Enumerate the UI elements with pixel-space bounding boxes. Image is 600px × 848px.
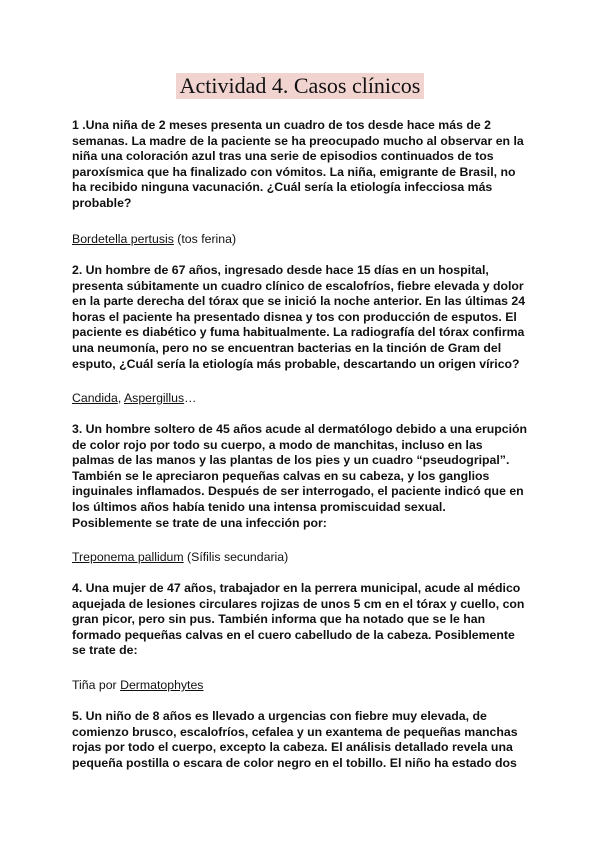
case-1-answer-suffix: (tos ferina) bbox=[173, 232, 237, 246]
case-1-answer-term: Bordetella pertusis bbox=[72, 232, 174, 246]
case-2-answer bbox=[72, 391, 528, 407]
case-2-answer-separator: , bbox=[117, 391, 124, 405]
page-title bbox=[0, 72, 600, 100]
case-4-answer-prefix: Tiña por bbox=[72, 678, 121, 692]
case-4-answer-term: Dermatophytes bbox=[120, 678, 204, 692]
case-3-answer-term: Treponema pallidum bbox=[72, 550, 184, 564]
case-5-question: 5. Un niño de 8 años es llevado a urgencias con fiebre muy elevada, de comienzo brusco, escalofríos, cefalea y un exantema de pequeñas manchas rojas por todo el cuerpo, excepto la cabeza. El análisis detallado revela una pequeña postilla o escara de color negro en el tobillo. El niño ha estado dos bbox=[72, 709, 518, 770]
case-2-answer-term-1: Candida bbox=[72, 391, 118, 405]
case-1-question: 1 .Una niña de 2 meses presenta un cuadro de tos desde hace más de 2 semanas. La madre de la paciente se ha preocupado mucho al observar en la niña una coloración azul tras una serie de episodios continuados de tos paroxísmica que ha finalizado con vómitos. La niña, emigrante de Brasil, no ha recibido ninguna vacunación. ¿Cuál sería la etiología infecciosa más probable? bbox=[72, 118, 524, 210]
case-3-answer-suffix: (Sífilis secundaria) bbox=[183, 550, 289, 564]
case-2-answer-term-2: Aspergillus bbox=[123, 391, 185, 405]
case-1-answer bbox=[72, 232, 528, 248]
case-3-answer bbox=[72, 550, 528, 566]
case-3-question: 3. Un hombre soltero de 45 años acude al dermatólogo debido a una erupción de color rojo por todo su cuerpo, a modo de manchitas, incluso en las palmas de las manos y las plantas de los pies y un cuadro “pseudogripal”. También se le apreciaron pequeñas calvas en su cabeza, y los ganglios inguinales inflamados. Después de ser interrogado, el paciente indicó que en los últimos años había tenido una intensa promiscuidad sexual. Posiblemente se trate de una infección por: bbox=[72, 422, 528, 530]
case-4-question: 4. Una mujer de 47 años, trabajador en la perrera municipal, acude al médico aquejada de lesiones circulares rojizas de unos 5 cm en el tórax y cuello, con gran picor, pero sin pus. También informa que ha notado que se le han formado pequeñas calvas en el cuero cabelludo de la cabeza. Posiblemente se trate de: bbox=[72, 581, 525, 658]
case-4-answer bbox=[72, 678, 528, 694]
case-2-answer-suffix: … bbox=[184, 391, 197, 405]
case-2-question: 2. Un hombre de 67 años, ingresado desde hace 15 días en un hospital, presenta súbitamente un cuadro clínico de escalofríos, fiebre elevada y dolor en la parte derecha del tórax que se inició la noche anterior. En las últimas 24 horas el paciente ha presentado disnea y tos con producción de esputos. El paciente es diabético y fuma habitualmente. La radiografía del tórax confirma una neumonía, pero no se encuentran bacterias en la tinción de Gram del esputo, ¿Cuál sería la etiología más probable, descartando un origen vírico? bbox=[72, 263, 526, 371]
title-highlight: Actividad 4. Casos clínicos bbox=[176, 73, 425, 99]
